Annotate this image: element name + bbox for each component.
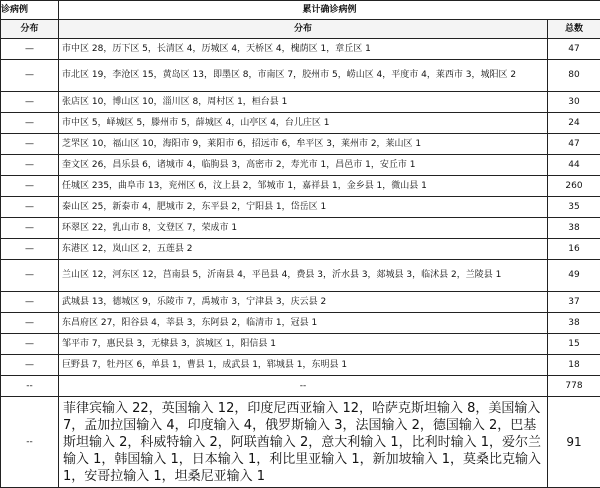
row-total-cell: 38	[548, 313, 600, 334]
left-column-title: 诊病例	[1, 1, 59, 20]
table-row	[1, 39, 600, 60]
row-left-cell: —	[1, 113, 59, 134]
row-total-cell: 16	[548, 239, 600, 260]
row-total-cell: 35	[548, 197, 600, 218]
row-distribution-cell: 东港区 12，岚山区 2，五莲县 2	[59, 239, 548, 260]
table-title-row	[1, 1, 600, 20]
row-total-cell: 38	[548, 218, 600, 239]
row-total-cell: 49	[548, 260, 600, 292]
row-left-cell: —	[1, 260, 59, 292]
row-distribution-cell: 环翠区 22，乳山市 8，文登区 7，荣成市 1	[59, 218, 548, 239]
col-total: 总数	[548, 20, 600, 39]
row-total-cell: 18	[548, 355, 600, 376]
row-left-cell: —	[1, 92, 59, 113]
row-total-cell: 15	[548, 334, 600, 355]
row-distribution-cell: 市北区 19，李沧区 15，黄岛区 13，即墨区 8，市南区 7，胶州市 5，崂山区 4，平度市 4，莱西市 3，城阳区 2	[59, 60, 548, 92]
imported-cases-row	[1, 397, 600, 488]
summary-total-cell: 778	[548, 376, 600, 397]
row-left-cell: —	[1, 39, 59, 60]
row-distribution-cell: 邹平市 7，惠民县 3，无棣县 3，滨城区 1，阳信县 1	[59, 334, 548, 355]
col-distribution-left: 分布	[1, 20, 59, 39]
row-distribution-cell: 市中区 5，峄城区 5，滕州市 5，薛城区 4，山亭区 4，台儿庄区 1	[59, 113, 548, 134]
row-total-cell: 260	[548, 176, 600, 197]
row-distribution-cell: 巨野县 7，牡丹区 6，单县 1，曹县 1，成武县 1，郓城县 1，东明县 1	[59, 355, 548, 376]
row-left-cell: —	[1, 218, 59, 239]
row-left-cell: —	[1, 155, 59, 176]
imported-total-cell: 91	[548, 397, 600, 488]
imported-distribution-cell: 菲律宾输入 22，英国输入 12，印度尼西亚输入 12，哈萨克斯坦输入 8，美国输入 7，孟加拉国输入 4，印度输入 4，俄罗斯输入 3，法国输入 2，德国输入 2，巴基斯坦输入 2，科威特输入 2，阿联酋输入 2，意大利输入 1，比利时输入 1，爱尔兰输入 1，韩国输入 1，日本输入 1，利比里亚输入 1，新加坡输入 1，莫桑比克输入 1，安哥拉输入 1，坦桑尼亚输入 1	[59, 397, 548, 488]
table-row	[1, 155, 600, 176]
table-row	[1, 176, 600, 197]
table-row	[1, 334, 600, 355]
row-total-cell: 47	[548, 39, 600, 60]
table-header-row	[1, 20, 600, 39]
table-body	[1, 39, 600, 488]
row-total-cell: 37	[548, 292, 600, 313]
row-total-cell: 30	[548, 92, 600, 113]
row-distribution-cell: 东昌府区 27，阳谷县 4，莘县 3，东阿县 2，临清市 1，冠县 1	[59, 313, 548, 334]
row-left-cell: —	[1, 313, 59, 334]
table-row	[1, 92, 600, 113]
table-row	[1, 355, 600, 376]
row-distribution-cell: 市中区 28，历下区 5，长清区 4，历城区 4，天桥区 4，槐荫区 1，章丘区 1	[59, 39, 548, 60]
table-row	[1, 313, 600, 334]
row-left-cell: —	[1, 197, 59, 218]
row-distribution-cell: 任城区 235，曲阜市 13，兖州区 6，汶上县 2，邹城市 1，嘉祥县 1，金乡县 1，微山县 1	[59, 176, 548, 197]
row-total-cell: 47	[548, 134, 600, 155]
row-total-cell: 44	[548, 155, 600, 176]
row-left-cell: —	[1, 334, 59, 355]
row-distribution-cell: 泰山区 25，新泰市 4，肥城市 2，东平县 2，宁阳县 1，岱岳区 1	[59, 197, 548, 218]
row-left-cell: —	[1, 355, 59, 376]
row-left-cell: —	[1, 134, 59, 155]
table-row	[1, 113, 600, 134]
row-left-cell: —	[1, 176, 59, 197]
table-row	[1, 218, 600, 239]
row-distribution-cell: 张店区 10，博山区 10，淄川区 8，周村区 1，桓台县 1	[59, 92, 548, 113]
table-row	[1, 292, 600, 313]
row-distribution-cell: 兰山区 12，河东区 12，莒南县 5，沂南县 4，平邑县 4，费县 3，沂水县 3，郯城县 3，临沭县 2，兰陵县 1	[59, 260, 548, 292]
row-total-cell: 80	[548, 60, 600, 92]
summary-left-cell: --	[1, 376, 59, 397]
summary-distribution-cell: --	[59, 376, 548, 397]
row-distribution-cell: 芝罘区 10，福山区 10，海阳市 9，莱阳市 6，招远市 6，牟平区 3，莱州市 2，莱山区 1	[59, 134, 548, 155]
table-row	[1, 134, 600, 155]
row-left-cell: —	[1, 239, 59, 260]
row-total-cell: 24	[548, 113, 600, 134]
table-row	[1, 260, 600, 292]
table-row	[1, 197, 600, 218]
col-distribution: 分布	[59, 20, 548, 39]
row-distribution-cell: 武城县 13，德城区 9，乐陵市 7，禹城市 3，宁津县 3，庆云县 2	[59, 292, 548, 313]
row-left-cell: —	[1, 60, 59, 92]
table-row	[1, 239, 600, 260]
imported-left-cell: --	[1, 397, 59, 488]
main-title: 累计确诊病例	[59, 1, 600, 20]
row-left-cell: —	[1, 292, 59, 313]
row-distribution-cell: 奎文区 26，昌乐县 6，诸城市 4，临朐县 3，高密市 2，寿光市 1，昌邑市 1，安丘市 1	[59, 155, 548, 176]
summary-row	[1, 376, 600, 397]
table-row	[1, 60, 600, 92]
